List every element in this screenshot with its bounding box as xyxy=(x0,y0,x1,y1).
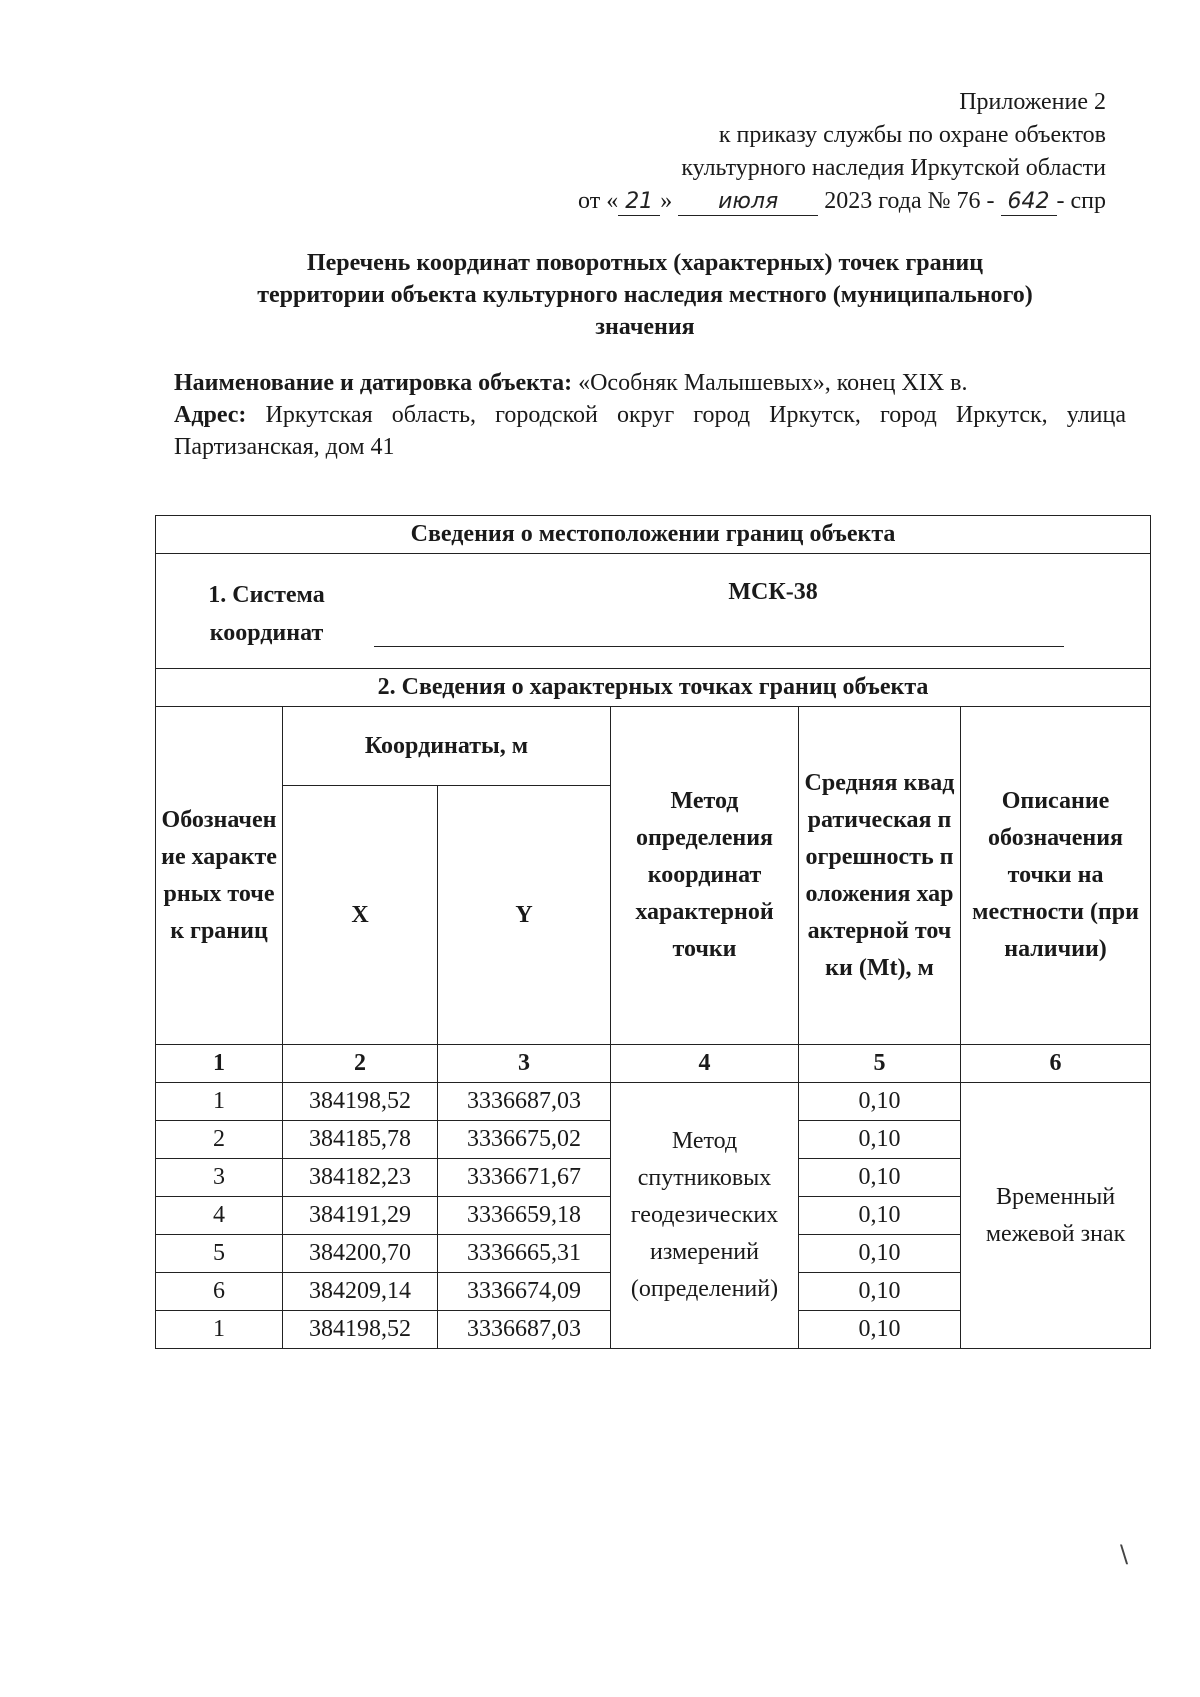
x-cell: 384200,70 xyxy=(283,1235,438,1273)
x-cell: 384185,78 xyxy=(283,1121,438,1159)
title-line-3: значения xyxy=(595,314,695,340)
point-cell: 4 xyxy=(156,1197,283,1235)
object-address-label: Адрес: xyxy=(174,402,247,428)
point-cell: 1 xyxy=(156,1311,283,1349)
appendix-line-1: Приложение 2 xyxy=(959,89,1106,115)
method-cell xyxy=(611,1083,799,1349)
y-cell: 3336674,09 xyxy=(438,1273,611,1311)
mt-cell: 0,10 xyxy=(799,1311,961,1349)
column-numbers-row xyxy=(156,1045,1151,1083)
x-cell: 384191,29 xyxy=(283,1197,438,1235)
column-number: 6 xyxy=(961,1045,1151,1083)
object-name-line xyxy=(174,367,1126,399)
y-cell: 3336659,18 xyxy=(438,1197,611,1235)
header-designation-text: Обозначение характерных точек границ xyxy=(161,806,277,944)
method-text: Метод спутниковых геодезических измерений (определений) xyxy=(630,1128,779,1302)
y-cell: 3336687,03 xyxy=(438,1311,611,1349)
object-address-value: Иркутская область, городской округ город Иркутск, город Иркутск, улица Партизанская, дом 41 xyxy=(174,402,1127,460)
column-number: 5 xyxy=(799,1045,961,1083)
y-cell: 3336687,03 xyxy=(438,1083,611,1121)
header-method-text: Метод определения координат характерной точки xyxy=(635,788,774,962)
header-designation xyxy=(156,707,283,1045)
order-mid: » xyxy=(660,188,673,214)
object-info xyxy=(174,367,1126,463)
y-cell: 3336671,67 xyxy=(438,1159,611,1197)
header-y: Y xyxy=(438,786,611,1045)
x-cell: 384209,14 xyxy=(283,1273,438,1311)
point-cell: 3 xyxy=(156,1159,283,1197)
y-cell: 3336665,31 xyxy=(438,1235,611,1273)
boundary-table xyxy=(155,515,1151,1349)
x-cell: 384182,23 xyxy=(283,1159,438,1197)
object-name-label: Наименование и датировка объекта: xyxy=(174,370,573,396)
mt-cell: 0,10 xyxy=(799,1083,961,1121)
header-error-text: Средняя квадратическая погрешность положения характерной точки (Mt), м xyxy=(804,769,955,981)
y-cell: 3336675,02 xyxy=(438,1121,611,1159)
appendix-line-2: к приказу службы по охране объектов xyxy=(718,122,1106,148)
header-x: X xyxy=(283,786,438,1045)
title-line-2: территории объекта культурного наследия местного (муниципального) xyxy=(257,282,1033,308)
section-1-title: Сведения о местоположении границ объекта xyxy=(156,516,1151,554)
coordinate-system-cell xyxy=(156,554,1151,669)
mt-cell: 0,10 xyxy=(799,1235,961,1273)
order-year-part: 2023 года № 76 - xyxy=(824,188,995,214)
table-row xyxy=(156,1083,1151,1121)
appendix-line-3: культурного наследия Иркутской области xyxy=(681,155,1106,181)
coordinate-system-underline xyxy=(374,628,1064,647)
header-description-text: Описание обозначения точки на местности (при наличии) xyxy=(972,788,1139,962)
order-suffix: - спр xyxy=(1056,188,1106,214)
point-cell: 1 xyxy=(156,1083,283,1121)
order-number-handwritten: 642 xyxy=(1001,189,1057,216)
corner-pen-mark: \ xyxy=(1120,1540,1129,1568)
coordinate-system-label: 1. Система координат xyxy=(208,582,325,646)
header-coordinates: Координаты, м xyxy=(283,707,611,786)
mt-cell: 0,10 xyxy=(799,1197,961,1235)
object-name-value: «Особняк Малышевых», конец XIX в. xyxy=(578,370,968,396)
description-cell xyxy=(961,1083,1151,1349)
header-error xyxy=(799,707,961,1045)
point-cell: 2 xyxy=(156,1121,283,1159)
title-line-1: Перечень координат поворотных (характерных) точек границ xyxy=(306,250,984,276)
order-day-handwritten: 21 xyxy=(618,189,660,216)
column-number: 2 xyxy=(283,1045,438,1083)
coordinate-system-value: МСК-38 xyxy=(728,579,818,605)
order-month-handwritten: июля xyxy=(678,189,818,216)
column-number: 1 xyxy=(156,1045,283,1083)
point-cell: 6 xyxy=(156,1273,283,1311)
appendix-header xyxy=(578,86,1106,218)
header-method xyxy=(611,707,799,1045)
point-cell: 5 xyxy=(156,1235,283,1273)
appendix-order-line xyxy=(578,185,1106,218)
document-title xyxy=(150,247,1140,343)
column-number: 3 xyxy=(438,1045,611,1083)
section-2-title: 2. Сведения о характерных точках границ объекта xyxy=(156,669,1151,707)
column-number: 4 xyxy=(611,1045,799,1083)
header-description xyxy=(961,707,1151,1045)
x-cell: 384198,52 xyxy=(283,1083,438,1121)
mt-cell: 0,10 xyxy=(799,1273,961,1311)
mt-cell: 0,10 xyxy=(799,1121,961,1159)
object-address-line xyxy=(174,399,1126,463)
description-text: Временный межевой знак xyxy=(985,1183,1126,1247)
coordinate-system-value-wrap xyxy=(374,570,1150,652)
order-prefix: от « xyxy=(578,188,619,214)
x-cell: 384198,52 xyxy=(283,1311,438,1349)
mt-cell: 0,10 xyxy=(799,1159,961,1197)
